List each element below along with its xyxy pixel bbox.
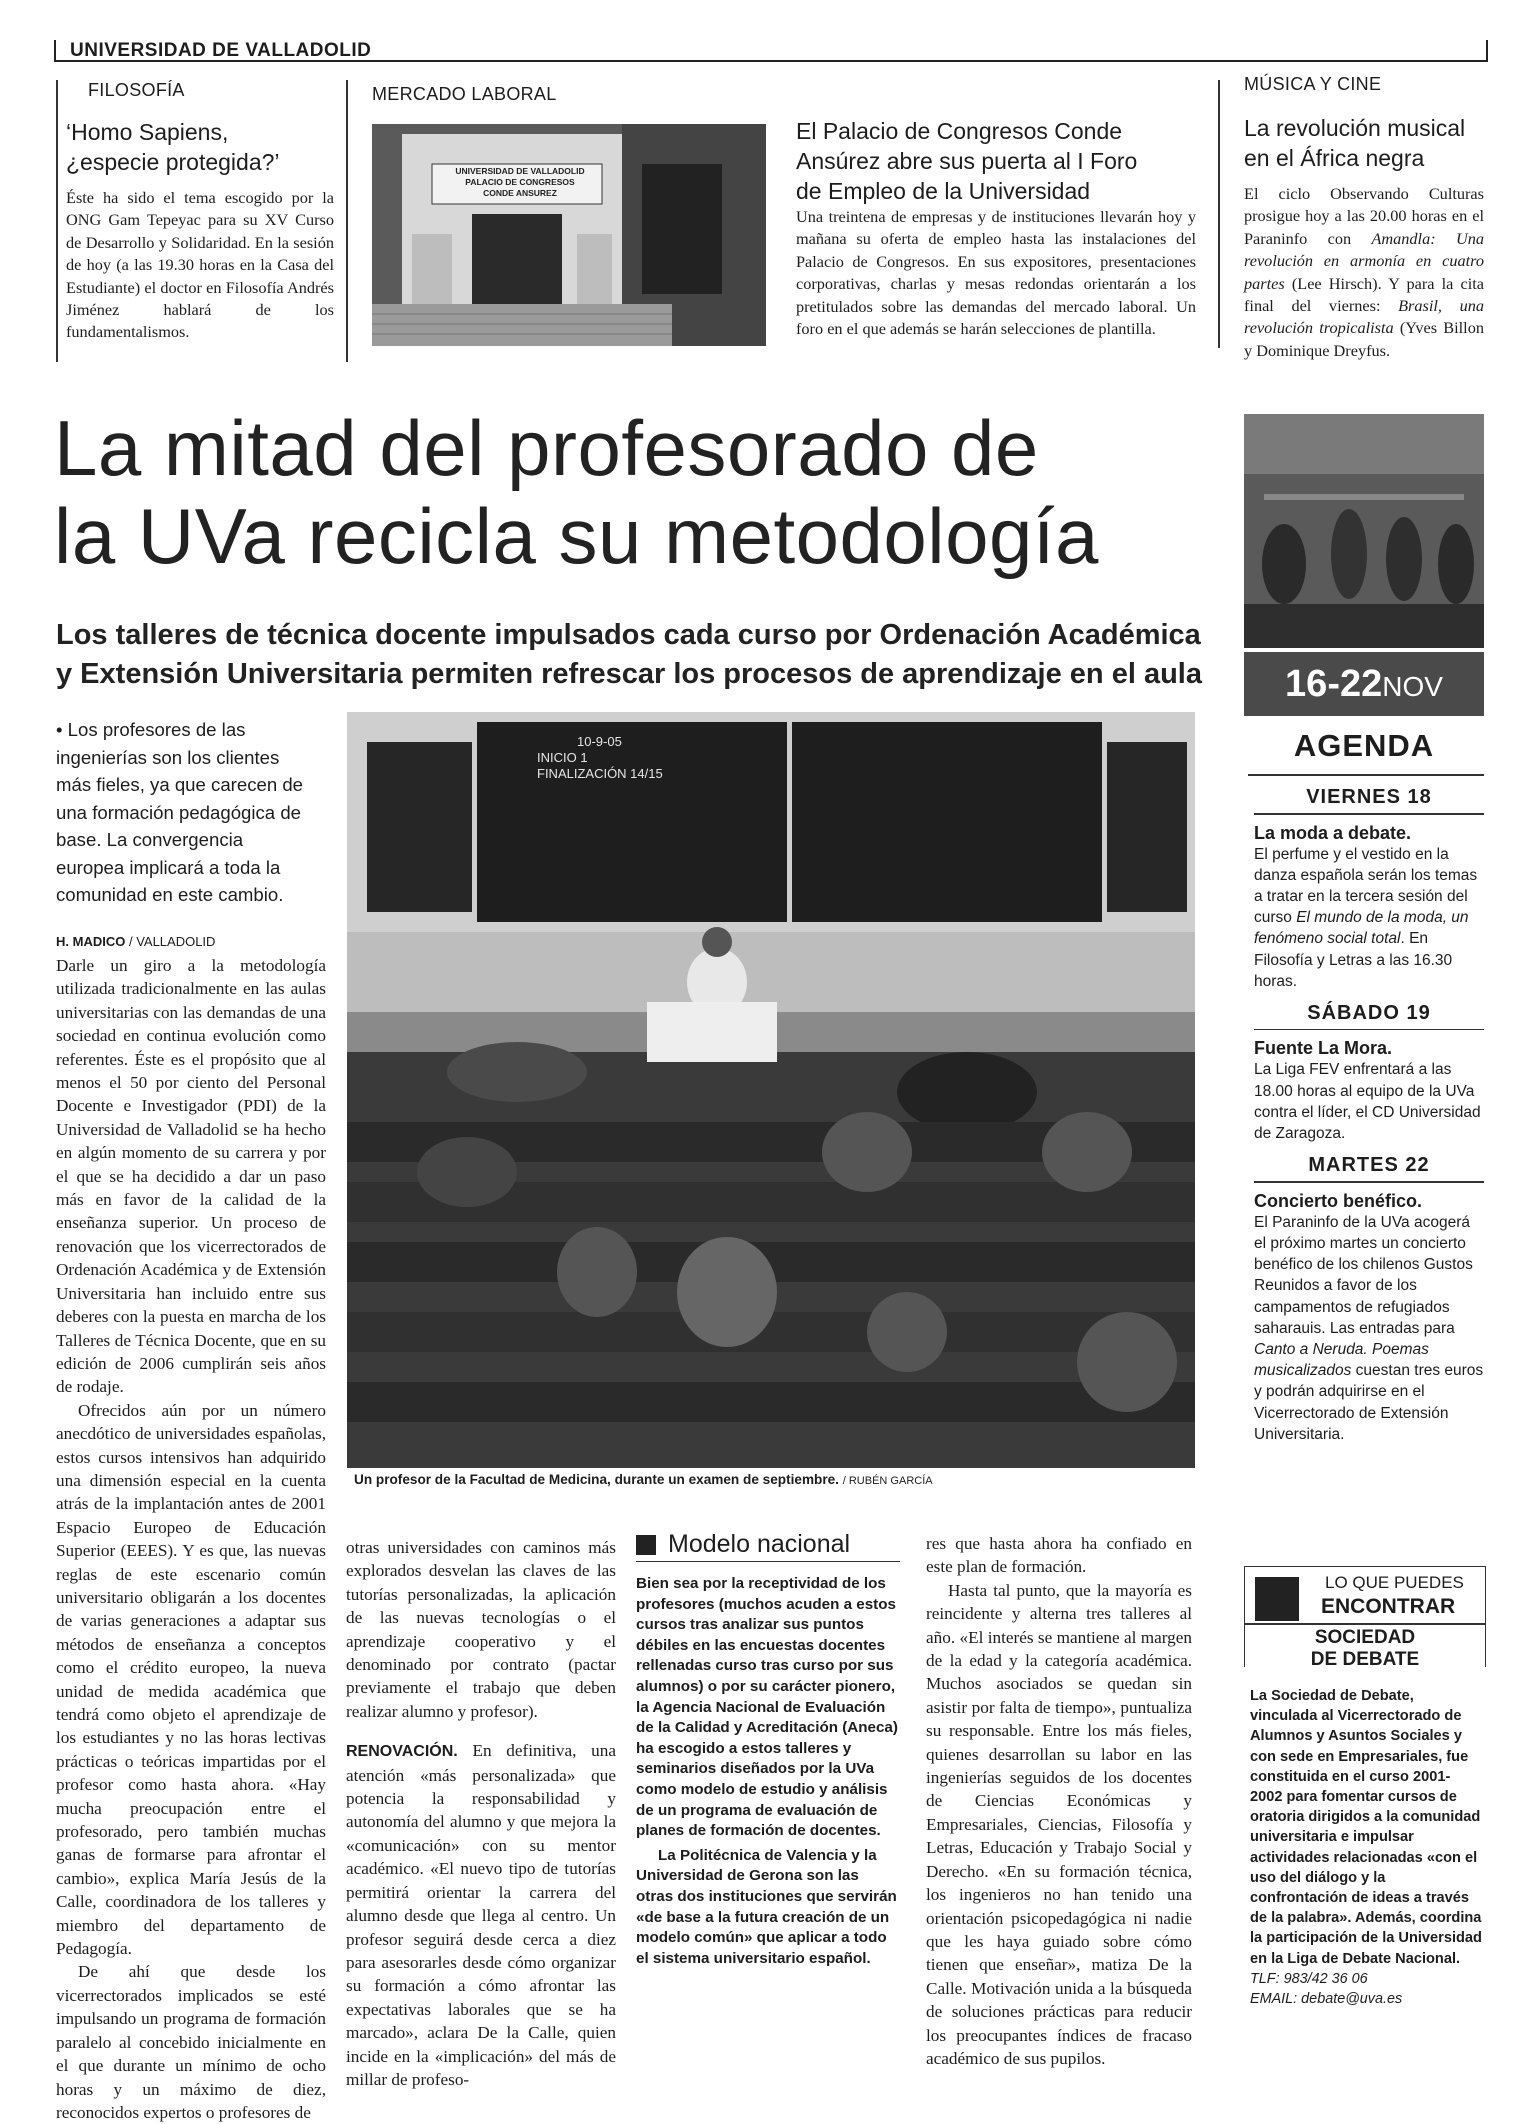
blackboard-writing: 10-9-05 INICIO 1 FINALIZACIÓN 14/15 <box>537 734 663 781</box>
column-rule <box>346 80 348 362</box>
brief-musica <box>1244 74 1484 362</box>
paragraph: Ofrecidos aún por un número anecdótico de universidades españolas, estos cursos intensivos han adquirido una dimensión especial en la cuenta atrás de la implantación antes de 2001 Espacio Europeo de Educación Superior (EEES). Y es que, las nuevas reglas de este escenario común universitario obligarán a los docentes de varias generaciones a adaptar sus métodos de enseñanza a conceptos como el crédito europeo, la nueva unidad de medida académica que tendrá como objeto el aprendizaje de los estudiantes y no las horas lectivas prácticas o teóricas impartidas por el profesor como hasta ahora. «Hay mucha preocupación entre el profesorado, pero también muchas ganas de formarse para afrontar el cambio», explica María Jesús de la Calle, coordinadora de los talleres y miembro del departamento de Pedagogía. <box>56 1400 326 1959</box>
agenda-item-title: La moda a debate. <box>1254 822 1412 843</box>
section-label: MERCADO LABORAL <box>372 84 557 104</box>
agenda-item-title: Concierto benéfico. <box>1254 1190 1423 1211</box>
agenda-day: SÁBADO 19 <box>1307 1001 1431 1024</box>
concert-illustration <box>1244 414 1484 648</box>
photo-caption: Un profesor de la Facultad de Medicina, durante un examen de septiembre. / RUBÉN GARCÍA <box>354 1472 933 1487</box>
divider <box>1248 774 1484 776</box>
paragraph: RENOVACIÓN. En definitiva, una atención «más personalizada» que potencia la responsabilidad y autonomía del alumno y que mejora la «comunicación» con su mentor académico. «El nuevo tipo de tutorías permitirá orientar la carrera del alumno desde que llega al centro. Un profesor seguirá desde cerca a diez para asesorarles desde cómo organizar su formación a cómo afrontar las expectativas laborales que se ha marcado», aclara De la Calle, quien incide en la «implicación» del más de millar de profeso- <box>346 1741 616 2089</box>
box-header-line-2: ENCONTRAR <box>1321 1595 1456 1618</box>
article-column-4 <box>926 1532 1192 2070</box>
divider <box>1245 1623 1485 1625</box>
section-keyword: RENOVACIÓN. <box>346 1743 458 1761</box>
sidebar-modelo-nacional <box>636 1530 900 1969</box>
agenda-list <box>1254 786 1484 1445</box>
logo-icon <box>1255 1577 1299 1621</box>
concert-photo <box>1244 414 1484 648</box>
agenda-date-band <box>1244 652 1484 716</box>
building-sign: UNIVERSIDAD DE VALLADOLID PALACIO DE CONGRESOS CONDE ANSUREZ <box>455 166 585 198</box>
masthead-title: UNIVERSIDAD DE VALLADOLID <box>70 40 372 61</box>
agenda-day: VIERNES 18 <box>1306 786 1432 808</box>
divider <box>1254 813 1484 815</box>
agenda-item-text: La Liga FEV enfrentará a las 18.00 horas al equipo de la UVa contra el líder, el CD Universidad de Zaragoza. <box>1254 1061 1481 1143</box>
brief-body: El ciclo Observando Culturas prosigue hoy a las 20.00 horas en el Paraninfo con Amandla: Una revolución en armonía en cuatro partes (Lee Hirsch). Y para la cita final del viernes: Brasil, una revolución tropicalista (Yves Billon y Dominique Dreyfus. <box>1244 184 1484 360</box>
article-column-1 <box>56 954 326 2124</box>
section-label: FILOSOFÍA <box>88 80 185 100</box>
brief-title: La revolución musical en el África negra <box>1244 115 1466 171</box>
logo-icon <box>636 1535 656 1555</box>
column-rule <box>56 80 58 362</box>
masthead <box>54 40 1488 62</box>
agenda-item-text: El Paraninfo de la UVa acogerá el próximo martes un concierto benéfico de los chilenos Gustos Reunidos a favor de los campamentos de refugiados saharauis. Las entradas para Canto a Neruda. Poemas musicalizados cuestan tres euros y podrán adquirirse en el Vicerrectorado de Extensión Universitaria. <box>1254 1213 1484 1443</box>
encontrar-body <box>1250 1686 1482 2009</box>
box-header-line-1: LO QUE PUEDES <box>1325 1573 1464 1592</box>
agenda-title: AGENDA <box>1293 728 1435 763</box>
paragraph: otras universidades con caminos más explorados desvelan las claves de las tutorías personalizadas, la aplicación de las nuevas tecnologías o el aprendizaje cooperativo y el denominado por contrato (pactar previamente el trabajo que deben realizar alumno y profesor). <box>346 1538 616 1721</box>
divider <box>1254 1181 1484 1183</box>
section-label: MÚSICA Y CINE <box>1244 74 1382 94</box>
agenda-item-text: El perfume y el vestido en la danza española serán los temas a tratar en la tercera sesión del curso El mundo de la moda, un fenómeno social total. En Filosofía y Letras a las 16.30 horas. <box>1254 845 1478 990</box>
congress-building-photo <box>372 124 766 346</box>
brief-mercado <box>796 116 1196 340</box>
article-column-2 <box>346 1536 616 2091</box>
headline: La mitad del profesorado de la UVa recicla su metodología <box>54 404 1099 580</box>
brief-title: El Palacio de Congresos Conde Ansúrez abre sus puerta al I Foro de Empleo de la Universidad <box>796 118 1138 204</box>
paragraph: La Sociedad de Debate, vinculada al Vicerrectorado de Alumnos y Asuntos Sociales y con sede en Empresariales, fue constituida en el curso 2001-2002 para fomentar cursos de oratoria dirigidos a la comunidad universitaria e impulsar actividades relacionadas «con el uso del diálogo y la confrontación de ideas a través de la palabra». Además, coordina la participación de la Universidad en la Liga de Debate Nacional. <box>1250 1688 1482 1967</box>
paragraph: Bien sea por la receptividad de los profesores (muchos acuden a estos cursos tras analizar sus puntos débiles en las encuestas docentes rellenadas curso tras curso por sus alumnos) o por su carácter pionero, la Agencia Nacional de Evaluación de la Calidad y Acreditación (Aneca) ha escogido a estos talleres y seminarios diseñados por la UVa como modelo de estudio y análisis de un programa de evaluación de planes de formación de docentes. <box>636 1575 898 1840</box>
divider <box>1254 1029 1484 1031</box>
paragraph: La Politécnica de Valencia y la Universidad de Gerona son las otras dos instituciones que servirán «de base a la futura creación de un modelo común» que aplicar a todo el sistema universitario español. <box>636 1846 897 1967</box>
subheadline: Los talleres de técnica docente impulsados cada curso por Ordenación Académica y Extensión Universitaria permiten refrescar los procesos de aprendizaje en el aula <box>56 619 1202 690</box>
lead-text: • Los profesores de las ingenierías son los clientes más fieles, ya que carecen de una formación pedagógica de base. La convergencia europea implicará a toda la comunidad en este cambio. <box>56 719 304 905</box>
sidebar-header <box>636 1530 900 1562</box>
sidebar-title: Modelo nacional <box>668 1530 851 1558</box>
paragraph: Darle un giro a la metodología utilizada tradicionalmente en las aulas universitarias con las demandas de una sociedad en continua evolución como referentes. Éste es el propósito que al menos el 50 por ciento del Personal Docente e Investigador (PDI) de la Universidad de Valladolid se ha hecho en algún momento de su carrera y por el que se ha decidido a dar un paso más en favor de la calidad de la enseñanza superior. Un proceso de renovación que los vicerrectorados de Ordenación Académica y de Extensión Universitaria han incluido entre sus deberes con la puesta en marcha de los Talleres de Técnica Docente, que en su edición de 2006 cumplirán seis años de rodaje. <box>56 956 326 1397</box>
paragraph: res que hasta ahora ha confiado en este plan de formación. <box>926 1534 1192 1577</box>
building-illustration <box>372 124 766 346</box>
byline: H. MADICO / VALLADOLID <box>56 934 216 949</box>
paragraph: Hasta tal punto, que la mayoría es reincidente y alterna tres talleres al año. «El interés se mantiene al margen de la edad y la categoría académica. Muchos asociados se quedan sin asistir por falta de tiempo», puntualiza su responsable. Entre los más fieles, quienes desarrollan su labor en las ingenierías seguidos de los docentes de Ciencias Económicas y Empresariales, Ciencias, Filosofía y Letras, Educación y Trabajo Social y Derecho. «En su formación técnica, los ingenieros no han tenido una orientación psicopedagógica ni nadie que les haya guiado sobre cómo tienen que enseñar», matiza De la Calle. Motivación unida a la búsqueda de soluciones prácticas para reducir los preocupantes índices de fracaso académico de sus pupilos. <box>926 1580 1192 2068</box>
contact-email: EMAIL: debate@uva.es <box>1250 1990 1403 2007</box>
agenda-dates: 16-22NOV <box>1285 663 1443 705</box>
encontrar-box <box>1244 1566 1486 1670</box>
agenda-day: MARTES 22 <box>1308 1154 1430 1177</box>
contact-phone: TLF: 983/42 36 06 <box>1250 1970 1368 1987</box>
agenda-item-title: Fuente La Mora. <box>1254 1038 1393 1059</box>
brief-filosofia <box>66 80 334 344</box>
classroom-photo <box>347 712 1195 1468</box>
brief-body: Una treintena de empresas y de instituciones llevarán hoy y mañana su oferta de empleo hasta las instalaciones del Palacio de Congresos. En sus expositores, presentaciones corporativas, charlas y mesas redondas orientarán a los pretitulados sobre las demandas del mercado laboral. Un foro en el que además se harán selecciones de plantilla. <box>796 207 1196 339</box>
classroom-illustration <box>347 712 1195 1468</box>
paragraph: De ahí que desde los vicerrectorados implicados se esté impulsando un programa de formación paralelo al concebido inicialmente en el que durante un mínimo de ocho horas y un máximo de diez, reconocidos expertos o profesores de <box>56 1962 326 2122</box>
brief-body: Éste ha sido el tema escogido por la ONG Gam Tepeyac para su XV Curso de Desarrollo y Solidaridad. En la sesión de hoy (a las 19.30 horas en la Casa del Estudiante) el doctor en Filosofía Andrés Jiménez hablará de los fundamentalismos. <box>66 188 334 342</box>
brief-title: ‘Homo Sapiens, ¿especie protegida?’ <box>66 119 280 175</box>
box-title: SOCIEDAD DE DEBATE <box>1310 1627 1420 1670</box>
column-rule <box>1218 80 1220 348</box>
